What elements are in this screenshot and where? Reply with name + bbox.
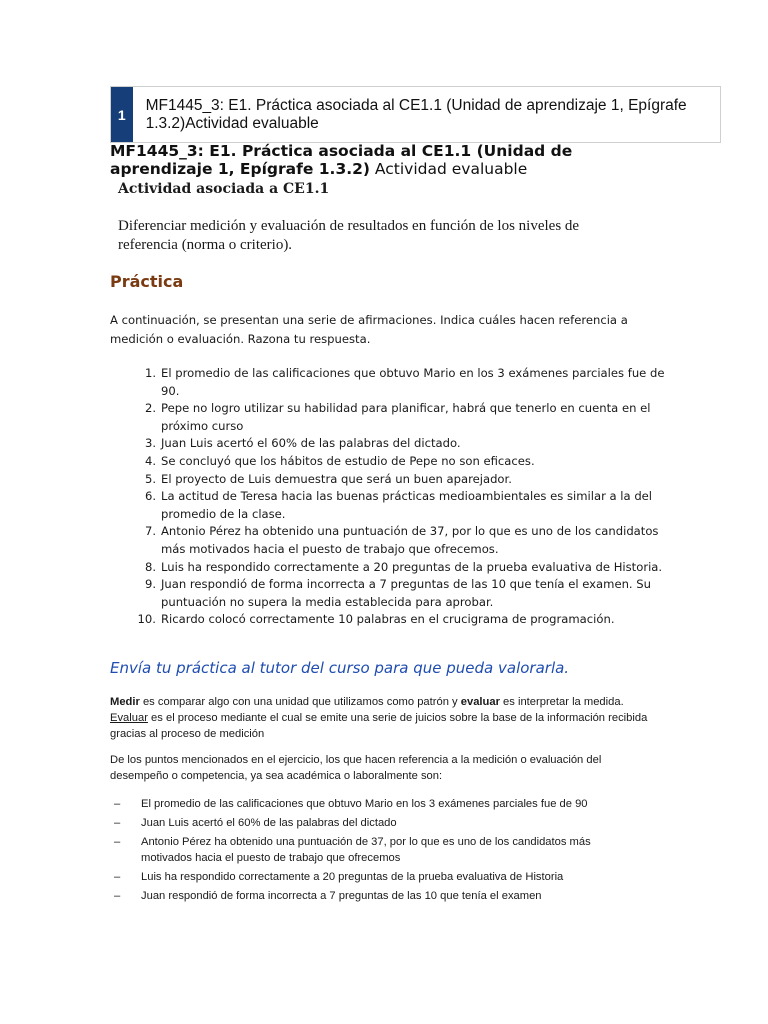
answer-points-list bbox=[110, 796, 630, 907]
statement-text: Juan respondió de forma incorrecta a 7 preguntas de las 10 que tenía el examen. Su puntuación no supera la media establecida para aprobar. bbox=[161, 577, 652, 609]
answer-point-text: El promedio de las calificaciones que obtuvo Mario en los 3 exámenes parciales fue de 90 bbox=[141, 798, 588, 810]
section-title-practica: Práctica bbox=[110, 272, 184, 291]
answer-point bbox=[110, 796, 630, 812]
statement-item bbox=[118, 559, 668, 577]
statement-number: 10. bbox=[137, 612, 156, 627]
statement-item bbox=[118, 471, 668, 489]
statement-number: 3. bbox=[144, 436, 156, 451]
submit-instruction: Envía tu práctica al tutor del curso para que pueda valorarla. bbox=[110, 659, 570, 677]
statement-number: 2. bbox=[144, 401, 156, 416]
header-title: MF1445_3: E1. Práctica asociada al CE1.1 (Unidad de aprendizaje 1, Epígrafe 1.3.2)Actividad evaluable bbox=[145, 97, 687, 132]
statement-item bbox=[118, 611, 668, 629]
statement-text: Ricardo colocó correctamente 10 palabras en el crucigrama de programación. bbox=[161, 612, 615, 627]
medir-term: Medir bbox=[110, 696, 140, 708]
statement-number: 8. bbox=[144, 559, 156, 574]
intro-paragraph: A continuación, se presentan una serie de afirmaciones. Indica cuáles hacen referencia a medición o evaluación. Razona tu respuesta. bbox=[110, 313, 628, 346]
document-title-bold: MF1445_3: E1. Práctica asociada al CE1.1 (Unidad de aprendizaje 1, Epígrafe 1.3.2) bbox=[110, 142, 573, 178]
dash-bullet: – bbox=[114, 798, 121, 810]
dash-bullet: – bbox=[114, 871, 121, 883]
answer-point-text: Juan respondió de forma incorrecta a 7 preguntas de las 10 que tenía el examen bbox=[141, 890, 542, 902]
header-box bbox=[110, 86, 721, 143]
evaluar-definition: es interpretar la medida. bbox=[499, 696, 624, 708]
statement-text: Luis ha respondido correctamente a 20 preguntas de la prueba evaluativa de Historia. bbox=[161, 559, 663, 574]
statement-item bbox=[118, 400, 668, 435]
document-title-normal: Actividad evaluable bbox=[370, 160, 528, 178]
answer-point bbox=[110, 815, 630, 831]
statement-item bbox=[118, 365, 668, 400]
statement-number: 7. bbox=[144, 524, 156, 539]
statement-text: Se concluyó que los hábitos de estudio de Pepe no son eficaces. bbox=[161, 453, 535, 468]
evaluar-process-definition: es el proceso mediante el cual se emite una serie de juicios sobre la base de la información recibida gracias al proceso de medición bbox=[110, 712, 648, 740]
evaluar-term-underlined: Evaluar bbox=[110, 712, 148, 724]
answer-point-text: Luis ha respondido correctamente a 20 preguntas de la prueba evaluativa de Historia bbox=[141, 871, 564, 883]
statement-item bbox=[118, 453, 668, 471]
document-title bbox=[110, 142, 670, 178]
statement-text: El proyecto de Luis demuestra que será un buen aparejador. bbox=[161, 471, 512, 486]
header-number-badge: 1 bbox=[111, 87, 133, 142]
answer-point bbox=[110, 834, 630, 866]
statement-text: Antonio Pérez ha obtenido una puntuación de 37, por lo que es uno de los candidatos más motivados hacia el puesto de trabajo que ofrecemos. bbox=[161, 524, 659, 556]
statement-number: 9. bbox=[144, 577, 156, 592]
statement-item bbox=[118, 488, 668, 523]
medir-definition: es comparar algo con una unidad que utilizamos como patrón y bbox=[139, 696, 461, 708]
statement-item bbox=[118, 435, 668, 453]
statement-number: 5. bbox=[144, 471, 156, 486]
answer-point bbox=[110, 888, 630, 904]
statement-number: 1. bbox=[144, 366, 156, 380]
statements-list bbox=[118, 365, 668, 629]
dash-bullet: – bbox=[114, 817, 121, 829]
answer-point-text: Juan Luis acertó el 60% de las palabras del dictado bbox=[141, 817, 397, 829]
dash-bullet: – bbox=[114, 890, 121, 902]
statement-number: 4. bbox=[144, 453, 156, 468]
statement-text: El promedio de las calificaciones que obtuvo Mario en los 3 exámenes parciales fue de 90. bbox=[161, 366, 665, 398]
evaluar-term: evaluar bbox=[460, 696, 500, 708]
statement-text: La actitud de Teresa hacia las buenas prácticas medioambientales es similar a la del promedio de la clase. bbox=[161, 489, 653, 521]
statement-text: Juan Luis acertó el 60% de las palabras del dictado. bbox=[161, 436, 461, 451]
answer-point bbox=[110, 869, 630, 885]
statement-text: Pepe no logro utilizar su habilidad para planificar, habrá que tenerlo en cuenta en el próximo curso bbox=[161, 401, 651, 433]
dash-bullet: – bbox=[114, 836, 121, 848]
activity-description: Diferenciar medición y evaluación de resultados en función de los niveles de referencia (norma o criterio). bbox=[118, 218, 580, 253]
statement-item bbox=[118, 576, 668, 611]
answer-point-text: Antonio Pérez ha obtenido una puntuación de 37, por lo que es uno de los candidatos más motivados hacia el puesto de trabajo que ofrecemos bbox=[141, 836, 591, 864]
answer-points-intro: De los puntos mencionados en el ejercicio, los que hacen referencia a la medición o evaluación del desempeño o competencia, ya sea académica o laboralmente son: bbox=[110, 754, 602, 782]
statement-item bbox=[118, 523, 668, 558]
statement-number: 6. bbox=[144, 489, 156, 504]
activity-heading: Actividad asociada a CE1.1 bbox=[118, 181, 330, 197]
answer-definitions bbox=[110, 694, 650, 742]
